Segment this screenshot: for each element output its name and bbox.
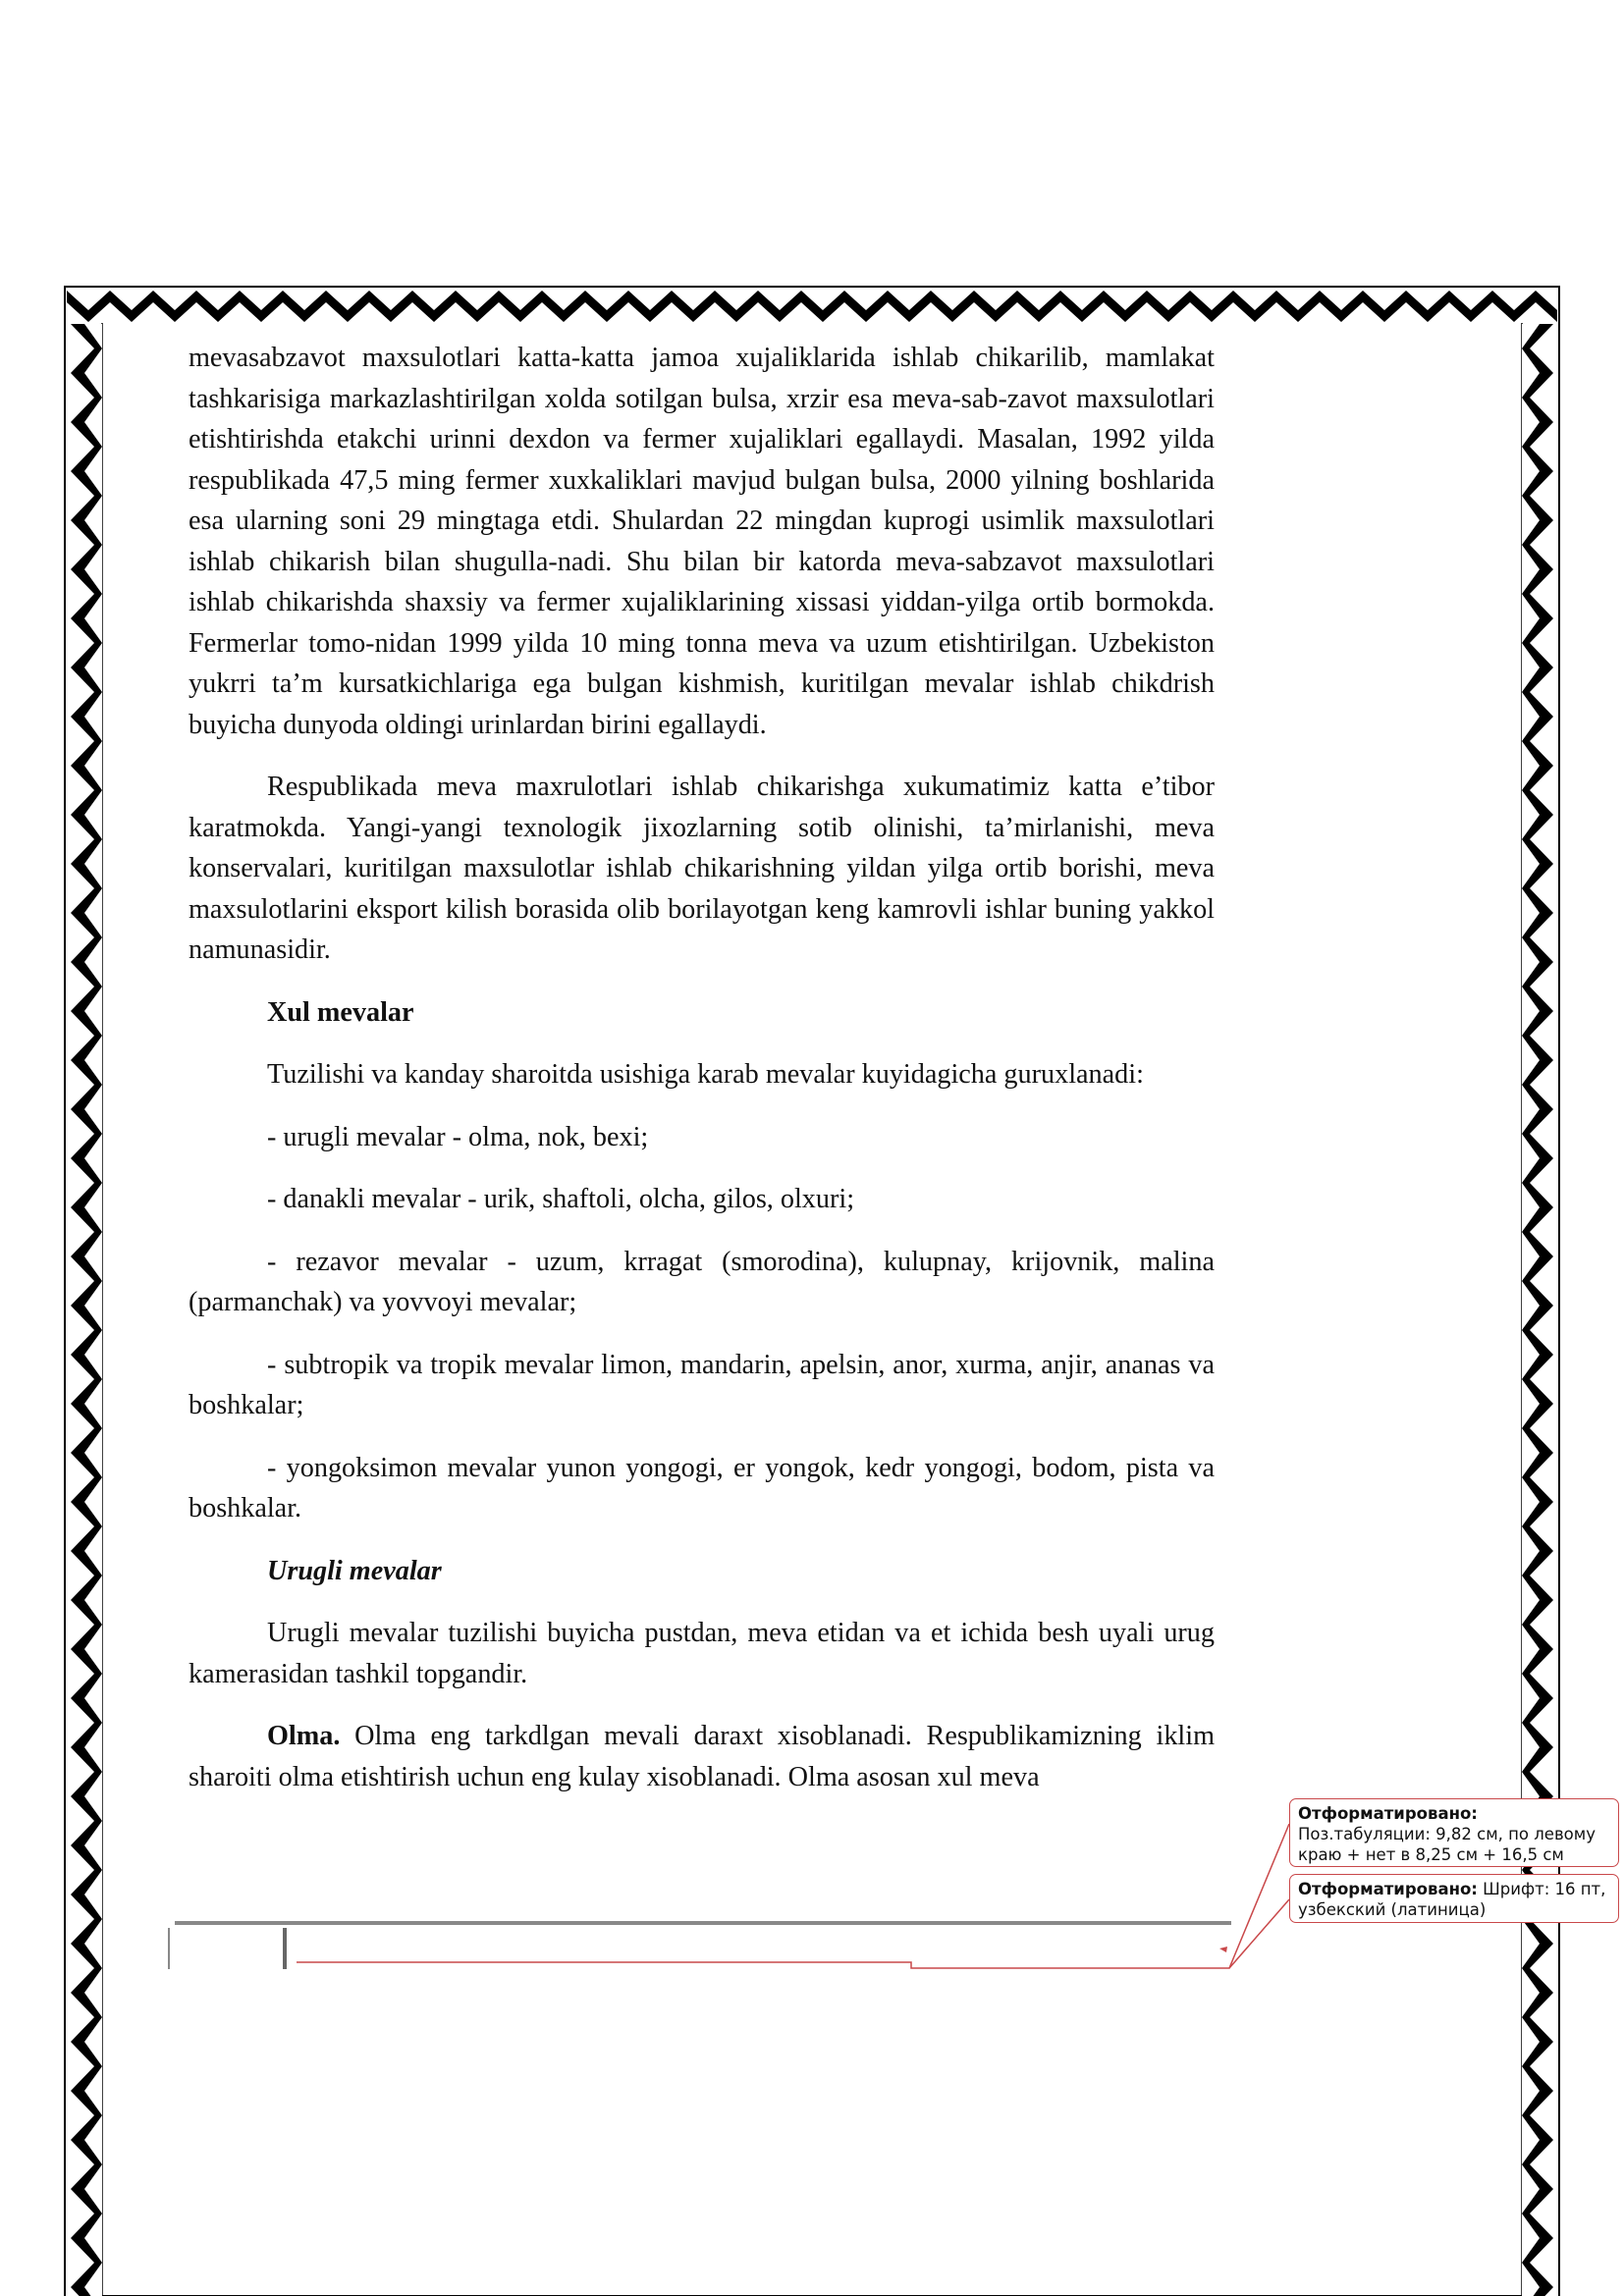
document-body (189, 338, 1215, 1819)
paragraph: Respublikada meva maxrulotlari ishlab chikarishga xukumatimiz katta e’tibor karatmokda. Yangi-yangi texnologik jixozlarning sotib olinishi, ta’mirlanishi, meva konservalari, kuritilgan maxsulotlar ishlab chikarishning yildan yilga ortib borishi, meva maxsulotlarini eksport kilish borasida olib borilayotgan keng kamrovli ishlar buning yakkol namunasidir. (189, 772, 1215, 965)
comment-label: Отформатировано: (1298, 1804, 1478, 1823)
paragraph: Urugli mevalar tuzilishi buyicha pustdan, meva etidan va et ichida besh uyali urug kamerasidan tashkil topgandir. (189, 1618, 1215, 1689)
list-item: - subtropik va tropik mevalar limon, mandarin, apelsin, anor, xurma, anjir, ananas va boshkalar; (189, 1349, 1215, 1420)
term-bold: Olma. (267, 1721, 341, 1751)
subsection-heading: Urugli mevalar (267, 1555, 442, 1586)
paragraph (189, 1716, 1215, 1797)
comment-label: Отформатировано: (1298, 1880, 1478, 1898)
list-item: - danakli mevalar - urik, shaftoli, olcha, gilos, olxuri; (267, 1184, 855, 1214)
comment-text: Поз.табуляции: 9,82 см, по левому краю + нет в 8,25 см + 16,5 см (1298, 1825, 1596, 1864)
tracked-change-comment[interactable] (1289, 1874, 1619, 1923)
section-heading: Xul mevalar (267, 996, 414, 1028)
paragraph: Tuzilishi va kanday sharoitda usishiga karab mevalar kuyidagicha guruxlanadi: (267, 1059, 1144, 1090)
paragraph: mevasabzavot maxsulotlari katta-katta jamoa xujaliklarida ishlab chikarilib, mamlakat tashkarisiga markazlashtirilgan xolda sotilgan bulsa, xrzir esa meva-sab-zavot maxsulotlari etishtirishda etakchi urinni dexdon va fermer xujaliklari egallaydi. Masalan, 1992 yilda respublikada 47,5 ming fermer xuxkaliklari mavjud bulgan bulsa, 2000 yilning boshlarida esa ularning soni 29 mingtaga etdi. Shulardan 22 mingdan kuprogi usimlik maxsulotlari ishlab chikarish bilan shugulla-nadi. Shu bilan bir katorda meva-sabzavot maxsulotlari ishlab chikarishda shaxsiy va fermer xujaliklarining xissasi yiddan-yilga ortib bormokda. Fermerlar tomo-nidan 1999 yilda 10 ming tonna meva va uzum etishtirilgan. Uzbekiston yukrri ta’m kursatkichlariga ega bulgan kishmish, kuritilgan mevalar ishlab chikdrish buyicha dunyoda oldingi urinlardan birini egallaydi. (189, 343, 1215, 740)
tracked-change-comment[interactable] (1289, 1798, 1619, 1867)
list-item: - rezavor mevalar - uzum, krragat (smorodina), kulupnay, krijovnik, malina (parmanchak) va yovvoyi mevalar; (189, 1246, 1215, 1317)
comment-text: Шрифт: 16 пт, узбекский (латиница) (1298, 1880, 1606, 1919)
paragraph-text: Olma eng tarkdlgan mevali daraxt xisoblanadi. Respublikamizning iklim sharoiti olma etishtirish uchun eng kulay xisoblanadi. Olma asosan xul meva (189, 1721, 1215, 1792)
list-item: - urugli mevalar - olma, nok, bexi; (267, 1121, 649, 1152)
list-item: - yongoksimon mevalar yunon yongogi, er yongok, kedr yongogi, bodom, pista va boshkalar. (189, 1452, 1215, 1523)
